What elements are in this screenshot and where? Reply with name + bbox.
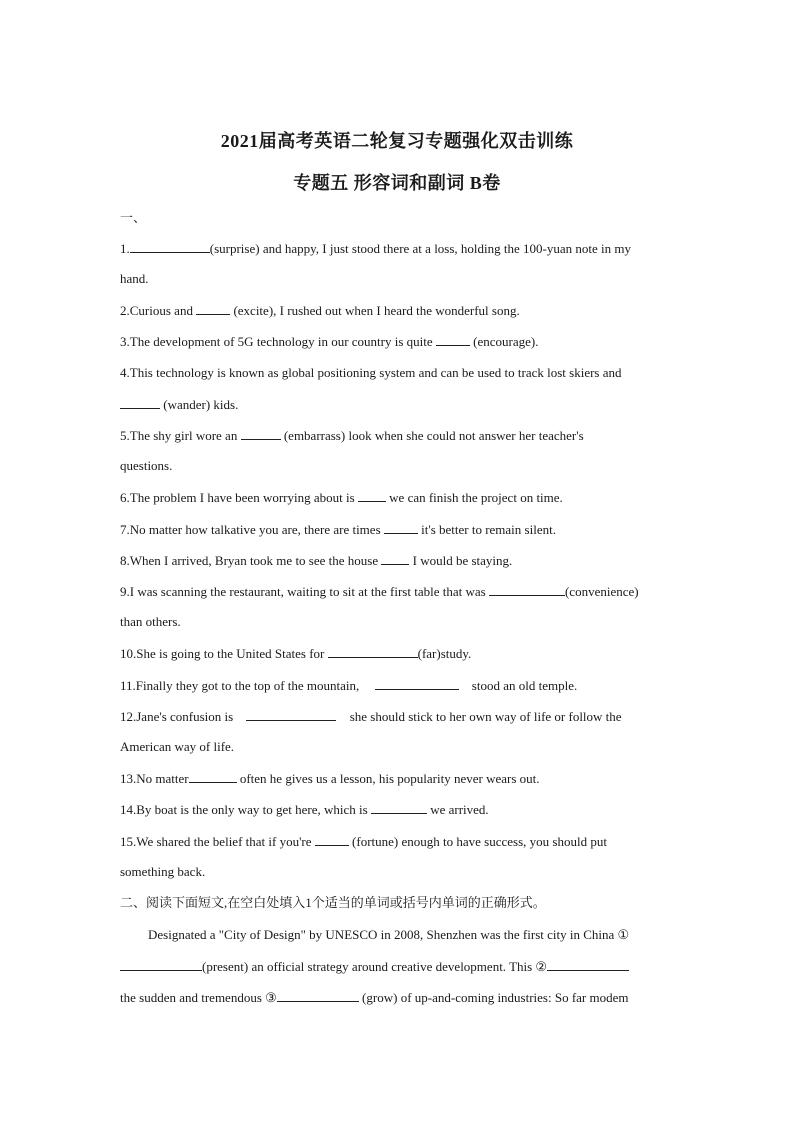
- question-5: 5.The shy girl wore an (embarrass) look when she could not answer her teacher's: [120, 428, 584, 443]
- question-8: 8.When I arrived, Bryan took me to see the house I would be staying.: [120, 553, 513, 568]
- answer-blank[interactable]: [381, 552, 409, 565]
- question-14: 14.By boat is the only way to get here, which is we arrived.: [120, 802, 489, 817]
- answer-blank[interactable]: [489, 583, 565, 596]
- question-7: 7.No matter how talkative you are, there are times it's better to remain silent.: [120, 522, 556, 537]
- answer-blank[interactable]: [120, 958, 202, 971]
- question-5-continued: questions.: [120, 458, 173, 473]
- answer-blank[interactable]: [277, 989, 359, 1002]
- passage-line-3: the sudden and tremendous ③ (grow) of up-and-coming industries: So far modem: [120, 990, 629, 1005]
- answer-blank[interactable]: [358, 489, 386, 502]
- question-12: 12.Jane's confusion is she should stick to her own way of life or follow the: [120, 709, 622, 724]
- answer-blank[interactable]: [375, 677, 459, 690]
- question-9-continued: than others.: [120, 614, 181, 629]
- question-1: 1. (surprise) and happy, I just stood there at a loss, holding the 100-yuan note in my: [120, 241, 631, 256]
- question-11: 11.Finally they got to the top of the mountain, stood an old temple.: [120, 678, 578, 693]
- answer-blank[interactable]: [436, 333, 470, 346]
- answer-blank[interactable]: [547, 958, 629, 971]
- question-9: 9.I was scanning the restaurant, waiting to sit at the first table that was (convenience): [120, 584, 639, 599]
- question-13: 13.No matter often he gives us a lesson, his popularity never wears out.: [120, 771, 540, 786]
- passage-line-1: Designated a "City of Design" by UNESCO in 2008, Shenzhen was the first city in China ①: [148, 927, 630, 942]
- answer-blank[interactable]: [328, 645, 418, 658]
- question-15-continued: something back.: [120, 864, 206, 879]
- answer-blank[interactable]: [120, 396, 160, 409]
- question-15: 15.We shared the belief that if you're (fortune) enough to have success, you should put: [120, 834, 607, 849]
- section2-heading: 二、阅读下面短文,在空白处填入1个适当的单词或括号内单词的正确形式。: [120, 895, 546, 910]
- document-subtitle: 专题五 形容词和副词 B卷: [293, 173, 501, 193]
- answer-blank[interactable]: [315, 833, 349, 846]
- answer-blank[interactable]: [189, 770, 237, 783]
- question-4-continued: (wander) kids.: [120, 396, 238, 413]
- answer-blank[interactable]: [196, 302, 230, 315]
- question-4: 4.This technology is known as global positioning system and can be used to track lost skiers and: [120, 365, 622, 380]
- section1-heading: 一、: [120, 210, 147, 225]
- answer-blank[interactable]: [130, 240, 210, 253]
- question-10: 10.She is going to the United States for (far)study.: [120, 646, 472, 661]
- answer-blank[interactable]: [241, 427, 281, 440]
- document-title: 2021届高考英语二轮复习专题强化双击训练: [220, 131, 574, 151]
- passage-line-2: (present) an official strategy around creative development. This ②: [120, 958, 629, 975]
- question-2: 2.Curious and (excite), I rushed out when I heard the wonderful song.: [120, 303, 520, 318]
- question-3: 3.The development of 5G technology in our country is quite (encourage).: [120, 334, 539, 349]
- answer-blank[interactable]: [371, 801, 427, 814]
- answer-blank[interactable]: [246, 708, 336, 721]
- question-1-continued: hand.: [120, 271, 149, 286]
- question-6: 6.The problem I have been worrying about is we can finish the project on time.: [120, 490, 563, 505]
- question-12-continued: American way of life.: [120, 739, 235, 754]
- answer-blank[interactable]: [384, 521, 418, 534]
